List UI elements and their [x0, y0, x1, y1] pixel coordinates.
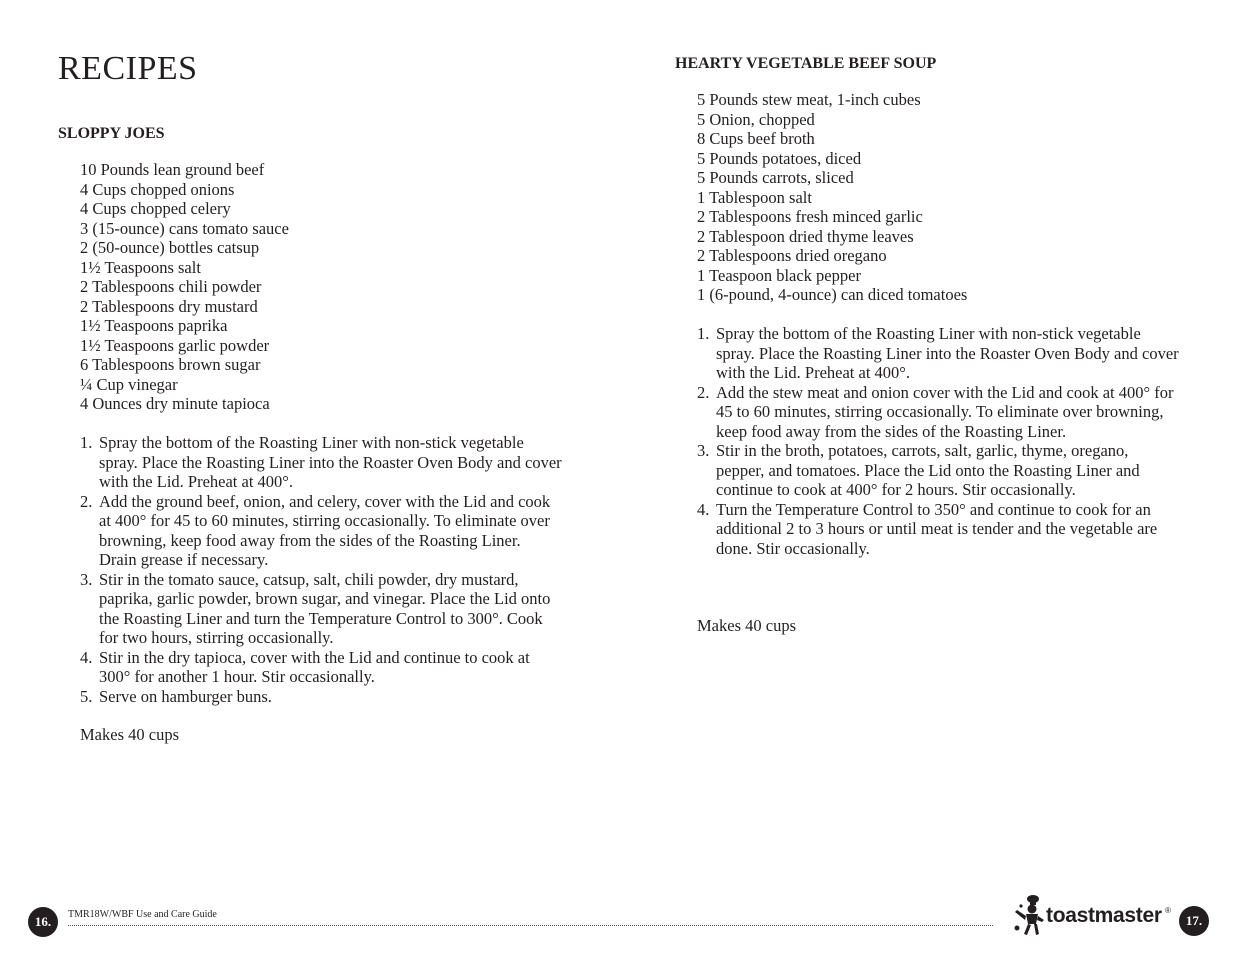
logo-wordmark: toastmaster	[1046, 904, 1162, 927]
ingredient-item: 4 Cups chopped celery	[80, 199, 231, 218]
step-item	[697, 500, 1179, 559]
step-item	[697, 324, 1179, 383]
ingredient-item: 1 (6-pound, 4-ounce) can diced tomatoes	[697, 285, 968, 304]
step-text: Stir in the dry tapioca, cover with the Lid and continue to cook at 300° for another 1 hour. Stir occasionally.	[99, 647, 530, 686]
step-item	[80, 648, 562, 687]
step-number: 4.	[697, 499, 710, 519]
ingredient-item: 1½ Teaspoons garlic powder	[80, 335, 270, 355]
ingredient-item: 5 Onion, chopped	[697, 109, 815, 129]
ingredient-item: 2 Tablespoon dried thyme leaves	[697, 226, 914, 246]
step-number: 3.	[80, 569, 93, 589]
step-number: 4.	[80, 647, 93, 667]
ingredient-item: 5 Pounds carrots, sliced	[697, 168, 854, 187]
ingredient-item: 2 Tablespoons fresh minced garlic	[697, 207, 923, 226]
steps-list-sloppy-joes	[80, 433, 562, 706]
yield-sloppy-joes: Makes 40 cups	[80, 725, 179, 744]
recipe-title-vegetable-beef-soup: HEARTY VEGETABLE BEEF SOUP	[675, 55, 937, 72]
ingredient-item: 3 (15-ounce) cans tomato sauce	[80, 218, 289, 238]
step-text: Stir in the tomato sauce, catsup, salt, chili powder, dry mustard, paprika, garlic powder, brown sugar, and vinegar. Place the Lid onto the Roasting Liner and turn the Temperature Control to 300°. Cook for two hours, stirring occasionally.	[99, 569, 551, 647]
steps-list-vegetable-beef-soup	[697, 324, 1179, 558]
step-item	[80, 433, 562, 492]
yield-vegetable-beef-soup: Makes 40 cups	[697, 616, 796, 635]
ingredient-item: 2 (50-ounce) bottles catsup	[80, 238, 260, 257]
registered-mark: ®	[1165, 906, 1171, 915]
ingredient-item: 8 Cups beef broth	[697, 129, 815, 148]
step-item	[80, 687, 562, 707]
ingredient-list-sloppy-joes	[80, 160, 289, 414]
ingredient-item: 1½ Teaspoons salt	[80, 257, 201, 277]
ingredient-item: 2 Tablespoons dried oregano	[697, 246, 887, 265]
toastmaster-logo	[1012, 890, 1172, 938]
step-number: 2.	[697, 382, 710, 402]
chef-mascot-icon	[1012, 890, 1046, 938]
recipe-title-sloppy-joes: SLOPPY JOES	[58, 125, 165, 142]
ingredient-item: 4 Ounces dry minute tapioca	[80, 394, 270, 413]
step-text: Add the stew meat and onion cover with the Lid and cook at 400° for 45 to 60 minutes, stirring occasionally. To eliminate over browning, keep food away from the sides of the Roasting Liner.	[716, 382, 1174, 441]
ingredient-item: 1 Teaspoon black pepper	[697, 265, 861, 285]
ingredient-item: ¼ Cup vinegar	[80, 374, 178, 394]
step-number: 1.	[697, 324, 710, 343]
step-text: Spray the bottom of the Roasting Liner with non-stick vegetable spray. Place the Roasting Liner into the Roaster Oven Body and cover with the Lid. Preheat at 400°.	[99, 433, 562, 491]
step-item	[697, 383, 1179, 442]
ingredient-item: 2 Tablespoons dry mustard	[80, 296, 258, 316]
page-title: RECIPES	[58, 50, 198, 87]
ingredient-item: 4 Cups chopped onions	[80, 179, 235, 199]
page-number-left: 16.	[28, 907, 58, 937]
footer-dotted-rule	[68, 925, 993, 926]
step-text: Add the ground beef, onion, and celery, cover with the Lid and cook at 400° for 45 to 60 minutes, stirring occasionally. To eliminate over browning, keep food away from the sides of the Roasting Liner. Drain grease if necessary.	[99, 491, 551, 569]
ingredient-item: 2 Tablespoons chili powder	[80, 277, 262, 296]
step-number: 2.	[80, 491, 93, 511]
ingredient-item: 6 Tablespoons brown sugar	[80, 355, 261, 374]
guide-label: TMR18W/WBF Use and Care Guide	[68, 909, 217, 920]
step-number: 3.	[697, 441, 710, 460]
step-text: Serve on hamburger buns.	[99, 686, 272, 706]
ingredient-item: 1 Tablespoon salt	[697, 187, 812, 207]
ingredient-item: 5 Pounds potatoes, diced	[697, 148, 862, 168]
step-number: 1.	[80, 433, 93, 452]
step-text: Spray the bottom of the Roasting Liner with non-stick vegetable spray. Place the Roasting Liner into the Roaster Oven Body and cover with the Lid. Preheat at 400°.	[716, 324, 1179, 382]
ingredient-item: 1½ Teaspoons paprika	[80, 316, 228, 335]
step-item	[80, 570, 562, 648]
step-text: Stir in the broth, potatoes, carrots, salt, garlic, thyme, oregano, pepper, and tomatoes. Place the Lid onto the Roasting Liner and continue to cook at 400° for 2 hours. Stir occasionally.	[716, 441, 1140, 499]
step-item	[80, 492, 562, 570]
step-text: Turn the Temperature Control to 350° and continue to cook for an additional 2 to 3 hours or until meat is tender and the vegetable are done. Stir occasionally.	[716, 499, 1158, 558]
step-item	[697, 441, 1179, 500]
page-number-right: 17.	[1179, 906, 1209, 936]
ingredient-list-vegetable-beef-soup	[697, 90, 967, 305]
ingredient-item: 10 Pounds lean ground beef	[80, 160, 265, 179]
step-number: 5.	[80, 686, 93, 706]
ingredient-item: 5 Pounds stew meat, 1-inch cubes	[697, 90, 921, 109]
